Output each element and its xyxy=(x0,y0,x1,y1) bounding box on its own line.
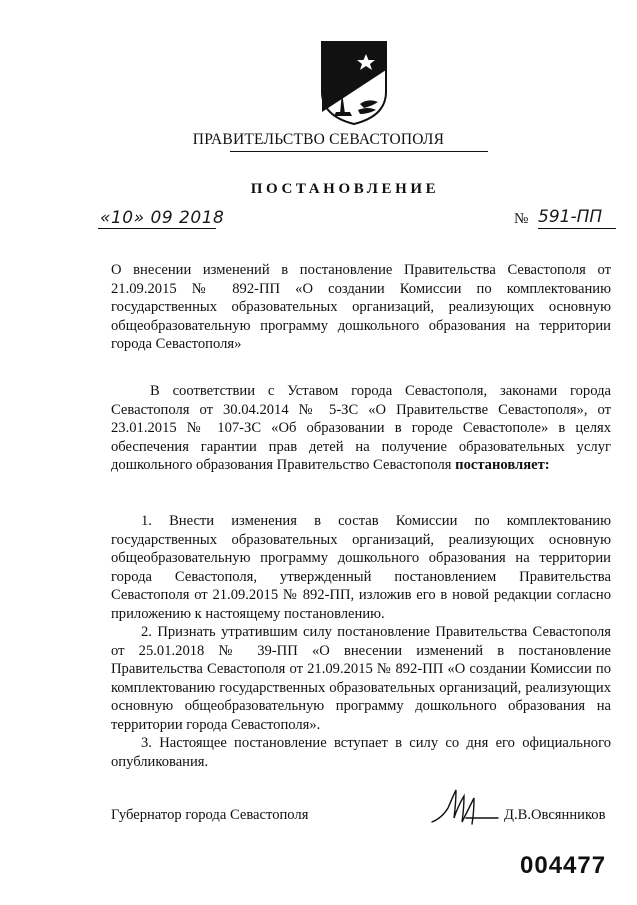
handwritten-signature-icon xyxy=(430,788,500,828)
coat-of-arms-icon xyxy=(320,40,388,126)
number-underline xyxy=(538,228,616,229)
document-type-title: ПОСТАНОВЛЕНИЕ xyxy=(250,181,440,197)
serial-number: 004477 xyxy=(520,852,607,879)
resolution-item: 2. Признать утратившим силу постановление Правительства Севастополя от 25.01.2018 № 39-ПП «О внесении изменений в постановление Правительства Севастополя от 21.09.2015 № 892-ПП «О создании Комиссии по комплектованию государственных образовательных организаций, реализующих основную общеобразовательную программу дошкольного образования на территории города Севастополя». xyxy=(111,624,611,733)
preamble-paragraph xyxy=(111,382,611,475)
header-divider xyxy=(230,151,488,152)
date-underline xyxy=(98,228,216,229)
resolution-item: 1. Внести изменения в состав Комиссии по комплектованию государственных образовательных организаций, реализующих основную общеобразовательную программу дошкольного образования на территории города Севастополя, утвержденный постановлением Правительства Севастополя от 21.09.2015 № 892-ПП, изложив его в новой редакции согласно приложению к настоящему постановлению. xyxy=(111,513,611,622)
number-prefix: № xyxy=(514,211,529,227)
signatory-name: Д.В.Овсянников xyxy=(504,807,606,823)
document-subject: О внесении изменений в постановление Правительства Севастополя от 21.09.2015 № 892-ПП «О создании Комиссии по комплектованию государственных образовательных организаций, реализующих основную общеобразовательную программу дошкольного образования на территории города Севастополя» xyxy=(111,262,611,352)
preamble-text: В соответствии с Уставом города Севастополя, законами города Севастополя от 30.04.2014 № 5-ЗС «О Правительстве Севастополя», от 23.01.2015 № 107-ЗС «Об образовании в городе Севастополе» в целях обеспечения гарантии прав детей на получение образовательных услуг дошкольного образования Правительство Севастополя xyxy=(111,383,611,473)
document-number: 591-ПП xyxy=(538,207,603,227)
organization-name: ПРАВИТЕЛЬСТВО СЕВАСТОПОЛЯ xyxy=(192,131,445,148)
resolution-items xyxy=(111,512,611,771)
resolution-item: 3. Настоящее постановление вступает в силу со дня его официального опубликования. xyxy=(111,735,611,770)
resolution-keyword: постановляет: xyxy=(455,457,550,473)
signatory-title: Губернатор города Севастополя xyxy=(111,807,309,823)
document-date: «10» 09 2018 xyxy=(100,208,225,228)
